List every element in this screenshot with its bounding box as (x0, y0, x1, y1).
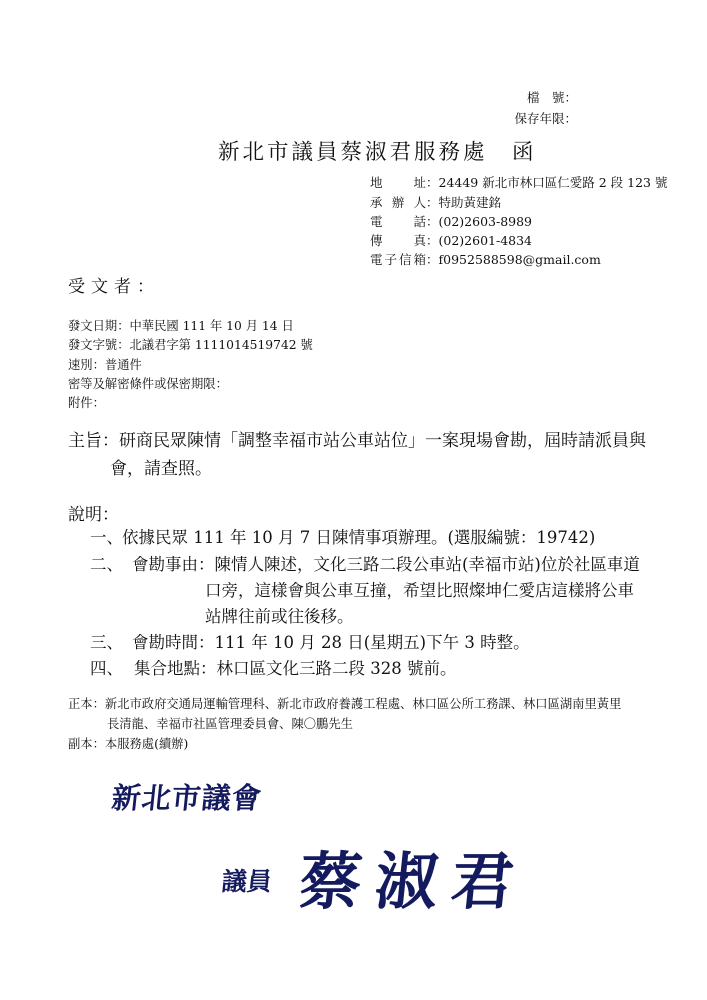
item-text: 依據民眾 111 年 10 月 7 日陳情事項辦理。(選服編號：19742) (122, 528, 596, 547)
explanation-heading: 說明： (68, 505, 119, 525)
subject-line-1: 主旨：研商民眾陳情「調整幸福市站公車站位」一案現場會勘，屆時請派員與 (68, 431, 646, 451)
contact-address-value: ：24449 新北市林口區仁愛路 2 段 123 號 (426, 175, 668, 190)
contact-fax-label: 傳真 (370, 233, 426, 248)
councilor-title-seal: 議員 (220, 867, 274, 896)
contact-phone-value: ：(02)2603-8989 (426, 214, 533, 229)
contact-handler (370, 193, 501, 211)
item-text-continued: 口旁，這樣會與公車互撞，希望比照燦坤仁愛店這樣將公車 (205, 581, 634, 600)
document-number: 發文字號：北議君字第 1111014519742 號 (68, 338, 313, 352)
item-text: 會勘事由：陳情人陳述，文化三路二段公車站(幸福市站)位於社區車道 (132, 555, 640, 574)
contact-phone-label: 電話 (370, 214, 426, 229)
item-number: 二、 (90, 555, 123, 574)
original-recipients-line-1: 正本：新北市政府交通局運輸管理科、新北市政府養護工程處、林口區公所工務課、林口區湖南里黃里 (68, 697, 622, 711)
recipient-label: 受文者： (68, 277, 160, 297)
attachment: 附件： (68, 396, 105, 410)
issue-date: 發文日期：中華民國 111 年 10 月 14 日 (68, 319, 294, 333)
secrecy-level: 密等及解密條件或保密期限： (68, 377, 228, 391)
contact-handler-value: ：特助黃建銘 (426, 195, 502, 210)
item-number: 四、 (90, 659, 123, 678)
contact-handler-label: 承辦人 (370, 195, 426, 210)
contact-fax (370, 231, 532, 249)
contact-address (370, 173, 667, 191)
copy-recipients: 副本：本服務處(續辦) (68, 737, 189, 751)
subject-line-2: 會，請查照。 (110, 459, 212, 479)
delivery-speed: 速別：普通件 (68, 358, 142, 372)
contact-email-label: 電子信箱 (370, 252, 426, 267)
contact-email (370, 250, 601, 268)
original-recipients-line-2: 長清龍、幸福市社區管理委員會、陳〇鵬先生 (107, 717, 353, 731)
item-number: 一、 (90, 528, 123, 547)
retention-period-label: 保存年限： (514, 111, 577, 126)
item-number: 三、 (90, 633, 123, 652)
item-text: 集合地點：林口區文化三路二段 328 號前。 (134, 659, 457, 678)
file-number-field (527, 92, 577, 105)
councilor-name-seal: 蔡淑君 (295, 845, 532, 918)
subject (68, 427, 658, 483)
letter-title: 新北市議員蔡淑君服務處 函 (218, 140, 537, 165)
item-text-continued: 站牌往前或往後移。 (205, 607, 354, 626)
contact-email-value: ：f0952588598@gmail.com (426, 252, 601, 267)
retention-period-field (514, 113, 577, 126)
council-seal: 新北市議會 (110, 781, 264, 815)
contact-phone (370, 212, 532, 230)
contact-fax-value: ：(02)2601-4834 (426, 233, 533, 248)
file-number-label: 檔 號： (526, 90, 577, 105)
item-text: 會勘時間：111 年 10 月 28 日(星期五)下午 3 時整。 (132, 633, 530, 652)
contact-address-label: 地址 (370, 175, 426, 190)
